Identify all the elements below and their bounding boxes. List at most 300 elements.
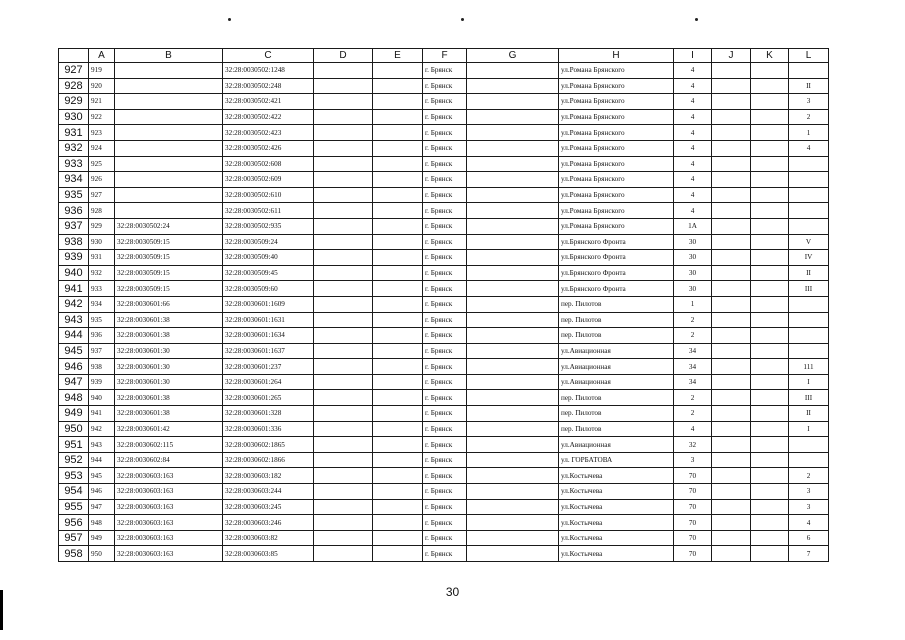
cell-h[interactable]: ул.Авиационная: [559, 359, 674, 375]
cell-j[interactable]: [712, 312, 751, 328]
cell-l[interactable]: 7: [789, 546, 829, 562]
cell-a[interactable]: 941: [89, 406, 115, 422]
column-header-b[interactable]: B: [115, 49, 223, 63]
cell-b[interactable]: 32:28:0030601:38: [115, 390, 223, 406]
cell-f[interactable]: г. Брянск: [423, 265, 467, 281]
row-number[interactable]: 953: [59, 468, 89, 484]
cell-j[interactable]: [712, 437, 751, 453]
row-number[interactable]: 946: [59, 359, 89, 375]
cell-e[interactable]: [373, 265, 423, 281]
cell-d[interactable]: [314, 421, 373, 437]
cell-c[interactable]: 32:28:0030603:182: [223, 468, 314, 484]
cell-j[interactable]: [712, 78, 751, 94]
column-header-i[interactable]: I: [674, 49, 712, 63]
cell-e[interactable]: [373, 172, 423, 188]
cell-d[interactable]: [314, 546, 373, 562]
cell-a[interactable]: 939: [89, 374, 115, 390]
cell-i[interactable]: 30: [674, 250, 712, 266]
cell-b[interactable]: 32:28:0030601:66: [115, 296, 223, 312]
cell-k[interactable]: [751, 109, 789, 125]
row-number[interactable]: 935: [59, 187, 89, 203]
cell-c[interactable]: 32:28:0030502:935: [223, 218, 314, 234]
cell-c[interactable]: 32:28:0030601:1637: [223, 343, 314, 359]
cell-e[interactable]: [373, 281, 423, 297]
cell-e[interactable]: [373, 203, 423, 219]
cell-c[interactable]: 32:28:0030509:60: [223, 281, 314, 297]
cell-f[interactable]: г. Брянск: [423, 187, 467, 203]
column-header-l[interactable]: L: [789, 49, 829, 63]
cell-b[interactable]: [115, 94, 223, 110]
column-header-e[interactable]: E: [373, 49, 423, 63]
cell-d[interactable]: [314, 234, 373, 250]
cell-d[interactable]: [314, 109, 373, 125]
cell-g[interactable]: [467, 78, 559, 94]
cell-d[interactable]: [314, 203, 373, 219]
cell-l[interactable]: [789, 172, 829, 188]
cell-j[interactable]: [712, 452, 751, 468]
cell-k[interactable]: [751, 390, 789, 406]
cell-h[interactable]: ул.Брянского Фронта: [559, 250, 674, 266]
row-number[interactable]: 955: [59, 499, 89, 515]
cell-f[interactable]: г. Брянск: [423, 406, 467, 422]
cell-f[interactable]: г. Брянск: [423, 468, 467, 484]
row-number[interactable]: 941: [59, 281, 89, 297]
cell-a[interactable]: 945: [89, 468, 115, 484]
cell-c[interactable]: 32:28:0030502:421: [223, 94, 314, 110]
cell-f[interactable]: г. Брянск: [423, 63, 467, 79]
cell-b[interactable]: [115, 203, 223, 219]
cell-c[interactable]: 32:28:0030603:244: [223, 484, 314, 500]
cell-l[interactable]: I: [789, 421, 829, 437]
cell-c[interactable]: 32:28:0030602:1865: [223, 437, 314, 453]
cell-e[interactable]: [373, 109, 423, 125]
cell-d[interactable]: [314, 452, 373, 468]
cell-k[interactable]: [751, 343, 789, 359]
cell-e[interactable]: [373, 546, 423, 562]
cell-i[interactable]: 3: [674, 452, 712, 468]
cell-l[interactable]: 3: [789, 484, 829, 500]
cell-f[interactable]: г. Брянск: [423, 530, 467, 546]
cell-b[interactable]: [115, 187, 223, 203]
cell-b[interactable]: 32:28:0030509:15: [115, 234, 223, 250]
cell-e[interactable]: [373, 328, 423, 344]
cell-c[interactable]: 32:28:0030502:1248: [223, 63, 314, 79]
cell-e[interactable]: [373, 218, 423, 234]
cell-a[interactable]: 950: [89, 546, 115, 562]
cell-h[interactable]: ул.Романа Брянского: [559, 172, 674, 188]
cell-b[interactable]: 32:28:0030601:30: [115, 359, 223, 375]
cell-d[interactable]: [314, 499, 373, 515]
cell-c[interactable]: 32:28:0030603:85: [223, 546, 314, 562]
cell-j[interactable]: [712, 94, 751, 110]
cell-d[interactable]: [314, 125, 373, 141]
cell-f[interactable]: г. Брянск: [423, 359, 467, 375]
row-number[interactable]: 947: [59, 374, 89, 390]
cell-j[interactable]: [712, 296, 751, 312]
cell-k[interactable]: [751, 546, 789, 562]
cell-h[interactable]: ул.Романа Брянского: [559, 140, 674, 156]
cell-h[interactable]: ул.Брянского Фронта: [559, 281, 674, 297]
cell-k[interactable]: [751, 328, 789, 344]
cell-e[interactable]: [373, 499, 423, 515]
cell-j[interactable]: [712, 281, 751, 297]
cell-d[interactable]: [314, 187, 373, 203]
cell-c[interactable]: 32:28:0030603:245: [223, 499, 314, 515]
cell-e[interactable]: [373, 94, 423, 110]
cell-j[interactable]: [712, 515, 751, 531]
cell-i[interactable]: 4: [674, 78, 712, 94]
cell-h[interactable]: пер. Пилотов: [559, 312, 674, 328]
cell-a[interactable]: 933: [89, 281, 115, 297]
cell-k[interactable]: [751, 63, 789, 79]
cell-j[interactable]: [712, 359, 751, 375]
cell-j[interactable]: [712, 218, 751, 234]
cell-i[interactable]: 4: [674, 187, 712, 203]
cell-a[interactable]: 922: [89, 109, 115, 125]
cell-d[interactable]: [314, 250, 373, 266]
cell-a[interactable]: 949: [89, 530, 115, 546]
cell-b[interactable]: 32:28:0030603:163: [115, 515, 223, 531]
cell-g[interactable]: [467, 281, 559, 297]
cell-l[interactable]: [789, 343, 829, 359]
cell-l[interactable]: 3: [789, 499, 829, 515]
cell-e[interactable]: [373, 406, 423, 422]
cell-j[interactable]: [712, 265, 751, 281]
cell-b[interactable]: 32:28:0030602:115: [115, 437, 223, 453]
cell-j[interactable]: [712, 140, 751, 156]
cell-e[interactable]: [373, 359, 423, 375]
cell-h[interactable]: ул.Брянского Фронта: [559, 234, 674, 250]
row-number[interactable]: 939: [59, 250, 89, 266]
cell-i[interactable]: 70: [674, 515, 712, 531]
cell-k[interactable]: [751, 468, 789, 484]
cell-b[interactable]: 32:28:0030602:84: [115, 452, 223, 468]
cell-f[interactable]: г. Брянск: [423, 390, 467, 406]
cell-c[interactable]: 32:28:0030602:1866: [223, 452, 314, 468]
cell-e[interactable]: [373, 421, 423, 437]
cell-f[interactable]: г. Брянск: [423, 328, 467, 344]
cell-h[interactable]: ул.Романа Брянского: [559, 218, 674, 234]
cell-j[interactable]: [712, 172, 751, 188]
column-header-h[interactable]: H: [559, 49, 674, 63]
cell-h[interactable]: пер. Пилотов: [559, 421, 674, 437]
cell-k[interactable]: [751, 499, 789, 515]
cell-k[interactable]: [751, 437, 789, 453]
cell-g[interactable]: [467, 452, 559, 468]
cell-g[interactable]: [467, 140, 559, 156]
cell-i[interactable]: 34: [674, 343, 712, 359]
cell-i[interactable]: 70: [674, 546, 712, 562]
cell-g[interactable]: [467, 546, 559, 562]
cell-i[interactable]: 30: [674, 265, 712, 281]
cell-f[interactable]: г. Брянск: [423, 234, 467, 250]
cell-l[interactable]: 2: [789, 109, 829, 125]
cell-l[interactable]: 6: [789, 530, 829, 546]
cell-d[interactable]: [314, 172, 373, 188]
cell-c[interactable]: 32:28:0030502:426: [223, 140, 314, 156]
cell-l[interactable]: II: [789, 265, 829, 281]
cell-c[interactable]: 32:28:0030502:610: [223, 187, 314, 203]
cell-h[interactable]: пер. Пилотов: [559, 390, 674, 406]
cell-a[interactable]: 934: [89, 296, 115, 312]
cell-g[interactable]: [467, 218, 559, 234]
cell-j[interactable]: [712, 187, 751, 203]
cell-f[interactable]: г. Брянск: [423, 78, 467, 94]
cell-h[interactable]: пер. Пилотов: [559, 406, 674, 422]
cell-b[interactable]: [115, 125, 223, 141]
cell-g[interactable]: [467, 156, 559, 172]
row-number[interactable]: 930: [59, 109, 89, 125]
row-number[interactable]: 950: [59, 421, 89, 437]
cell-g[interactable]: [467, 484, 559, 500]
row-number[interactable]: 929: [59, 94, 89, 110]
column-header-g[interactable]: G: [467, 49, 559, 63]
cell-k[interactable]: [751, 140, 789, 156]
cell-l[interactable]: [789, 437, 829, 453]
row-number[interactable]: 931: [59, 125, 89, 141]
cell-i[interactable]: 4: [674, 172, 712, 188]
cell-c[interactable]: 32:28:0030509:45: [223, 265, 314, 281]
cell-i[interactable]: 70: [674, 530, 712, 546]
cell-d[interactable]: [314, 78, 373, 94]
cell-d[interactable]: [314, 281, 373, 297]
cell-j[interactable]: [712, 343, 751, 359]
cell-a[interactable]: 925: [89, 156, 115, 172]
cell-b[interactable]: [115, 140, 223, 156]
cell-d[interactable]: [314, 265, 373, 281]
cell-i[interactable]: 1А: [674, 218, 712, 234]
cell-g[interactable]: [467, 250, 559, 266]
cell-e[interactable]: [373, 437, 423, 453]
cell-f[interactable]: г. Брянск: [423, 172, 467, 188]
row-number[interactable]: 927: [59, 63, 89, 79]
row-number[interactable]: 944: [59, 328, 89, 344]
row-number[interactable]: 936: [59, 203, 89, 219]
cell-c[interactable]: 32:28:0030502:248: [223, 78, 314, 94]
cell-a[interactable]: 938: [89, 359, 115, 375]
cell-l[interactable]: I: [789, 374, 829, 390]
cell-h[interactable]: ул.Костычева: [559, 530, 674, 546]
cell-i[interactable]: 70: [674, 484, 712, 500]
row-number[interactable]: 934: [59, 172, 89, 188]
cell-k[interactable]: [751, 515, 789, 531]
cell-j[interactable]: [712, 63, 751, 79]
cell-k[interactable]: [751, 78, 789, 94]
cell-c[interactable]: 32:28:0030601:328: [223, 406, 314, 422]
cell-a[interactable]: 946: [89, 484, 115, 500]
cell-c[interactable]: 32:28:0030509:24: [223, 234, 314, 250]
cell-h[interactable]: ул.Костычева: [559, 468, 674, 484]
cell-d[interactable]: [314, 359, 373, 375]
cell-b[interactable]: [115, 78, 223, 94]
cell-k[interactable]: [751, 94, 789, 110]
column-header-k[interactable]: K: [751, 49, 789, 63]
cell-e[interactable]: [373, 78, 423, 94]
row-number[interactable]: 933: [59, 156, 89, 172]
cell-d[interactable]: [314, 468, 373, 484]
cell-l[interactable]: 111: [789, 359, 829, 375]
cell-a[interactable]: 920: [89, 78, 115, 94]
cell-f[interactable]: г. Брянск: [423, 281, 467, 297]
cell-d[interactable]: [314, 140, 373, 156]
cell-k[interactable]: [751, 484, 789, 500]
row-number[interactable]: 958: [59, 546, 89, 562]
cell-f[interactable]: г. Брянск: [423, 296, 467, 312]
cell-l[interactable]: 4: [789, 515, 829, 531]
row-number[interactable]: 956: [59, 515, 89, 531]
cell-k[interactable]: [751, 203, 789, 219]
column-header-f[interactable]: F: [423, 49, 467, 63]
cell-g[interactable]: [467, 343, 559, 359]
cell-e[interactable]: [373, 140, 423, 156]
cell-d[interactable]: [314, 406, 373, 422]
cell-f[interactable]: г. Брянск: [423, 437, 467, 453]
cell-d[interactable]: [314, 530, 373, 546]
cell-l[interactable]: 1: [789, 125, 829, 141]
cell-a[interactable]: 931: [89, 250, 115, 266]
cell-g[interactable]: [467, 374, 559, 390]
cell-c[interactable]: 32:28:0030601:1634: [223, 328, 314, 344]
cell-j[interactable]: [712, 530, 751, 546]
cell-f[interactable]: г. Брянск: [423, 515, 467, 531]
cell-j[interactable]: [712, 406, 751, 422]
cell-i[interactable]: 4: [674, 63, 712, 79]
cell-l[interactable]: [789, 218, 829, 234]
cell-d[interactable]: [314, 296, 373, 312]
cell-b[interactable]: [115, 172, 223, 188]
cell-e[interactable]: [373, 452, 423, 468]
cell-k[interactable]: [751, 187, 789, 203]
cell-c[interactable]: 32:28:0030601:1631: [223, 312, 314, 328]
cell-i[interactable]: 34: [674, 374, 712, 390]
cell-b[interactable]: 32:28:0030601:42: [115, 421, 223, 437]
cell-c[interactable]: 32:28:0030603:246: [223, 515, 314, 531]
row-number[interactable]: 938: [59, 234, 89, 250]
cell-f[interactable]: г. Брянск: [423, 421, 467, 437]
corner-header[interactable]: [59, 49, 89, 63]
cell-l[interactable]: [789, 328, 829, 344]
cell-c[interactable]: 32:28:0030601:1609: [223, 296, 314, 312]
cell-e[interactable]: [373, 234, 423, 250]
cell-j[interactable]: [712, 484, 751, 500]
row-number[interactable]: 943: [59, 312, 89, 328]
cell-h[interactable]: ул.Авиационная: [559, 374, 674, 390]
cell-a[interactable]: 919: [89, 63, 115, 79]
cell-f[interactable]: г. Брянск: [423, 312, 467, 328]
cell-i[interactable]: 4: [674, 140, 712, 156]
cell-f[interactable]: г. Брянск: [423, 94, 467, 110]
cell-c[interactable]: 32:28:0030603:82: [223, 530, 314, 546]
cell-e[interactable]: [373, 530, 423, 546]
row-number[interactable]: 942: [59, 296, 89, 312]
cell-l[interactable]: III: [789, 281, 829, 297]
row-number[interactable]: 957: [59, 530, 89, 546]
cell-h[interactable]: ул.Романа Брянского: [559, 94, 674, 110]
cell-e[interactable]: [373, 312, 423, 328]
cell-a[interactable]: 944: [89, 452, 115, 468]
cell-k[interactable]: [751, 312, 789, 328]
cell-b[interactable]: [115, 156, 223, 172]
cell-h[interactable]: ул.Романа Брянского: [559, 63, 674, 79]
cell-e[interactable]: [373, 390, 423, 406]
cell-j[interactable]: [712, 499, 751, 515]
row-number[interactable]: 952: [59, 452, 89, 468]
cell-c[interactable]: 32:28:0030601:265: [223, 390, 314, 406]
cell-a[interactable]: 928: [89, 203, 115, 219]
cell-g[interactable]: [467, 265, 559, 281]
cell-a[interactable]: 937: [89, 343, 115, 359]
cell-h[interactable]: ул.Костычева: [559, 546, 674, 562]
cell-g[interactable]: [467, 499, 559, 515]
cell-e[interactable]: [373, 374, 423, 390]
cell-b[interactable]: 32:28:0030601:38: [115, 312, 223, 328]
cell-i[interactable]: 2: [674, 312, 712, 328]
cell-b[interactable]: 32:28:0030502:24: [115, 218, 223, 234]
cell-g[interactable]: [467, 187, 559, 203]
cell-l[interactable]: 3: [789, 94, 829, 110]
cell-g[interactable]: [467, 437, 559, 453]
cell-g[interactable]: [467, 312, 559, 328]
cell-d[interactable]: [314, 484, 373, 500]
cell-b[interactable]: 32:28:0030601:38: [115, 328, 223, 344]
cell-d[interactable]: [314, 312, 373, 328]
cell-h[interactable]: ул.Костычева: [559, 515, 674, 531]
cell-k[interactable]: [751, 234, 789, 250]
cell-e[interactable]: [373, 468, 423, 484]
row-number[interactable]: 954: [59, 484, 89, 500]
cell-f[interactable]: г. Брянск: [423, 374, 467, 390]
cell-c[interactable]: 32:28:0030502:423: [223, 125, 314, 141]
cell-c[interactable]: 32:28:0030601:336: [223, 421, 314, 437]
cell-l[interactable]: [789, 203, 829, 219]
cell-a[interactable]: 929: [89, 218, 115, 234]
cell-c[interactable]: 32:28:0030509:40: [223, 250, 314, 266]
cell-e[interactable]: [373, 63, 423, 79]
cell-f[interactable]: г. Брянск: [423, 250, 467, 266]
cell-f[interactable]: г. Брянск: [423, 140, 467, 156]
cell-a[interactable]: 926: [89, 172, 115, 188]
cell-i[interactable]: 2: [674, 328, 712, 344]
cell-l[interactable]: II: [789, 406, 829, 422]
cell-d[interactable]: [314, 94, 373, 110]
cell-f[interactable]: г. Брянск: [423, 109, 467, 125]
cell-j[interactable]: [712, 546, 751, 562]
cell-h[interactable]: ул.Романа Брянского: [559, 109, 674, 125]
cell-h[interactable]: ул.Авиационная: [559, 343, 674, 359]
row-number[interactable]: 932: [59, 140, 89, 156]
cell-j[interactable]: [712, 250, 751, 266]
cell-f[interactable]: г. Брянск: [423, 343, 467, 359]
cell-k[interactable]: [751, 296, 789, 312]
cell-g[interactable]: [467, 406, 559, 422]
cell-e[interactable]: [373, 343, 423, 359]
cell-i[interactable]: 4: [674, 156, 712, 172]
cell-l[interactable]: 2: [789, 468, 829, 484]
cell-h[interactable]: ул.Романа Брянского: [559, 203, 674, 219]
cell-i[interactable]: 2: [674, 390, 712, 406]
row-number[interactable]: 949: [59, 406, 89, 422]
cell-b[interactable]: 32:28:0030601:30: [115, 374, 223, 390]
cell-j[interactable]: [712, 421, 751, 437]
cell-k[interactable]: [751, 359, 789, 375]
cell-d[interactable]: [314, 218, 373, 234]
cell-i[interactable]: 30: [674, 281, 712, 297]
cell-f[interactable]: г. Брянск: [423, 203, 467, 219]
cell-i[interactable]: 4: [674, 203, 712, 219]
cell-l[interactable]: [789, 296, 829, 312]
cell-d[interactable]: [314, 328, 373, 344]
cell-h[interactable]: ул.Романа Брянского: [559, 156, 674, 172]
